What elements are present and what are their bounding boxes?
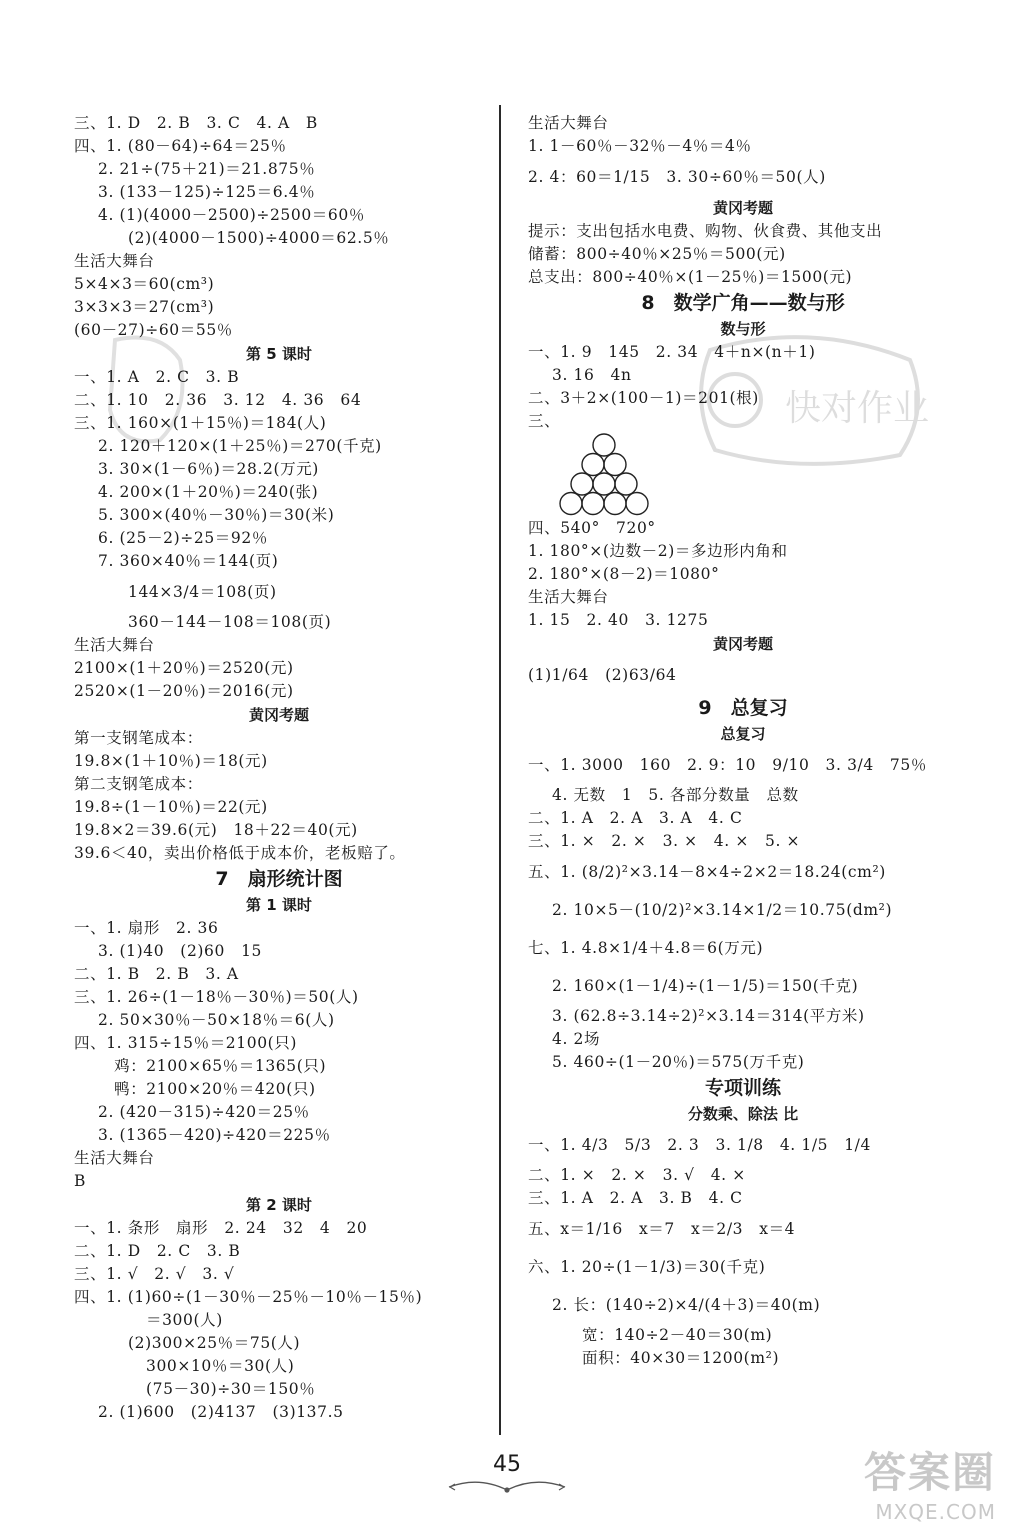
answer-line-28: 第二支钢笔成本： bbox=[74, 775, 203, 793]
answer-line-30: 2. 160×(1－1/4)÷(1－1/5)＝150(千克) bbox=[552, 977, 859, 995]
ball-circle bbox=[582, 454, 604, 476]
answer-line-33: 5. 460÷(1－20％)＝575(万千克) bbox=[552, 1053, 805, 1071]
answer-line-27: 五、1. (8/2)²×3.14－8×4÷2×2＝18.24(cm²) bbox=[528, 863, 886, 881]
page-number: 45 bbox=[493, 1452, 521, 1477]
answer-line-51: ＝300(人) bbox=[146, 1311, 223, 1329]
ball-circle bbox=[593, 434, 615, 456]
answer-line-42: 2. (420－315)÷420＝25％ bbox=[98, 1103, 310, 1121]
watermark-url: MXQE.COM bbox=[875, 1500, 996, 1524]
answer-line-42: 宽：140÷2－40＝30(m) bbox=[582, 1326, 773, 1344]
answer-line-26: 三、1. × 2. × 3. × 4. × 5. × bbox=[528, 832, 801, 850]
answer-line-43: 面积：40×30＝1200(m²) bbox=[582, 1349, 780, 1367]
answer-line-18: 1. 15 2. 40 3. 1275 bbox=[528, 611, 709, 629]
answer-line-7: 5×4×3＝60(cm³) bbox=[74, 275, 215, 293]
kuaidui-stamp-icon bbox=[690, 330, 930, 470]
answer-line-55: 2. (1)600 (2)4137 (3)137.5 bbox=[98, 1403, 344, 1421]
answer-line-28: 2. 10×5－(10/2)²×3.14×1/2＝10.75(dm²) bbox=[552, 901, 893, 919]
answer-line-23: 一、1. 3000 160 2. 9：10 9/10 3. 3/4 75％ bbox=[528, 756, 927, 774]
answer-line-41: 2. 长：(140÷2)×4/(4＋3)＝40(m) bbox=[552, 1296, 821, 1314]
answer-line-0: 三、1. D 2. B 3. C 4. A B bbox=[74, 114, 318, 132]
answer-line-21: 360－144－108＝108(页) bbox=[128, 613, 332, 631]
answer-line-24: 4. 无数 1 5. 各部分数量 总数 bbox=[552, 786, 799, 804]
answer-line-11: 二、3＋2×(100－1)＝201(根) bbox=[528, 389, 759, 407]
answer-line-25: 二、1. A 2. A 3. A 4. C bbox=[528, 809, 743, 827]
answer-line-10: 3. 16 4n bbox=[552, 366, 632, 384]
ball-circle bbox=[604, 454, 626, 476]
ball-triangle-icon bbox=[554, 433, 654, 517]
right-column bbox=[528, 112, 958, 1370]
answer-line-12: 二、1. 10 2. 36 3. 12 4. 36 64 bbox=[74, 391, 362, 409]
ball-circle bbox=[604, 493, 626, 515]
answer-line-15: 3. 30×(1－6％)＝28.2(万元) bbox=[98, 460, 319, 478]
answer-line-47: 一、1. 条形 扇形 2. 24 32 4 20 bbox=[74, 1219, 368, 1237]
section-heading: 第 1 课时 bbox=[246, 896, 312, 914]
ball-circle bbox=[571, 473, 593, 495]
answer-line-39: 四、1. 315÷15％＝2100(只) bbox=[74, 1034, 298, 1052]
answer-line-36: 一、1. 4/3 5/3 2. 3 3. 1/8 4. 1/5 1/4 bbox=[528, 1136, 871, 1154]
section-heading: 黄冈考题 bbox=[248, 706, 309, 724]
answer-line-50: 四、1. (1)60÷(1－30％－25％－10％－15％) bbox=[74, 1288, 423, 1306]
answer-line-53: 300×10％＝30(人) bbox=[146, 1357, 295, 1375]
answer-line-37: 二、1. × 2. × 3. √ 4. × bbox=[528, 1166, 746, 1184]
section-heading: 第 5 课时 bbox=[246, 345, 312, 363]
answer-line-40: 六、1. 20÷(1－1/3)＝30(千克) bbox=[528, 1258, 766, 1276]
section-heading: 数与形 bbox=[720, 320, 766, 338]
watermark-mark-icon bbox=[100, 330, 190, 450]
ball-circle bbox=[626, 493, 648, 515]
answer-line-39: 五、x＝1/16 x＝7 x＝2/3 x＝4 bbox=[528, 1220, 796, 1238]
answer-line-11: 一、1. A 2. C 3. B bbox=[74, 368, 240, 386]
answer-line-1: 四、1. (80－64)÷64＝25％ bbox=[74, 137, 287, 155]
column-divider bbox=[499, 105, 501, 1435]
answer-line-27: 19.8×(1＋10％)＝18(元) bbox=[74, 752, 268, 770]
answer-line-9: 一、1. 9 145 2. 34 4＋n×(n＋1) bbox=[528, 343, 816, 361]
answer-line-16: 4. 200×(1＋20％)＝240(张) bbox=[98, 483, 319, 501]
answer-line-14: 四、540° 720° bbox=[528, 519, 656, 537]
answer-line-45: B bbox=[74, 1172, 86, 1190]
answer-line-52: (2)300×25％＝75(人) bbox=[128, 1334, 301, 1352]
answer-line-5: (2)(4000－1500)÷4000＝62.5％ bbox=[128, 229, 390, 247]
answer-line-2: 2. 21÷(75＋21)＝21.875％ bbox=[98, 160, 316, 178]
answer-line-9: (60－27)÷60＝55％ bbox=[74, 321, 233, 339]
watermark bbox=[864, 1440, 996, 1524]
answer-line-54: (75－30)÷30＝150％ bbox=[146, 1380, 316, 1398]
answer-line-40: 鸡：2100×65％＝1365(只) bbox=[98, 1057, 327, 1075]
answer-line-24: 2520×(1－20％)＝2016(元) bbox=[74, 682, 294, 700]
answer-line-14: 2. 120＋120×(1＋25％)＝270(千克) bbox=[98, 437, 382, 455]
answer-line-36: 二、1. B 2. B 3. A bbox=[74, 965, 239, 983]
answer-line-12: 三、 bbox=[528, 412, 561, 430]
section-heading: 黄冈考题 bbox=[712, 635, 773, 653]
answer-line-19: 7. 360×40％＝144(页) bbox=[98, 552, 279, 570]
answer-line-43: 3. (1365－420)÷420＝225％ bbox=[98, 1126, 331, 1144]
ball-circle bbox=[593, 473, 615, 495]
answer-line-29: 七、1. 4.8×1/4＋4.8＝6(万元) bbox=[528, 939, 764, 957]
answer-line-16: 2. 180°×(8－2)＝1080° bbox=[528, 565, 720, 583]
ball-circle bbox=[560, 493, 582, 515]
chapter-title: 专项训练 bbox=[704, 1077, 781, 1099]
chapter-title: 9 总复习 bbox=[698, 697, 788, 719]
section-heading: 黄冈考题 bbox=[712, 199, 773, 217]
answer-line-15: 1. 180°×(边数－2)＝多边形内角和 bbox=[528, 542, 788, 560]
left-column bbox=[74, 112, 484, 1424]
answer-line-31: 3. (62.8÷3.14÷2)²×3.14＝314(平方米) bbox=[552, 1007, 865, 1025]
answer-line-4: 4. (1)(4000－2500)÷2500＝60％ bbox=[98, 206, 365, 224]
answer-line-1: 1. 1－60％－32％－4％＝4％ bbox=[528, 137, 752, 155]
answer-line-13: 三、1. 160×(1＋15％)＝184(人) bbox=[74, 414, 327, 432]
answer-line-4: 提示：支出包括水电费、购物、伙食费、其他支出 bbox=[528, 222, 883, 240]
answer-line-44: 生活大舞台 bbox=[74, 1149, 155, 1167]
answer-line-20: (1)1/64 (2)63/64 bbox=[528, 666, 677, 684]
answer-line-6: 总支出：800÷40％×(1－25％)＝1500(元) bbox=[528, 268, 853, 286]
ball-circle bbox=[582, 493, 604, 515]
answer-line-48: 二、1. D 2. C 3. B bbox=[74, 1242, 241, 1260]
answer-line-0: 生活大舞台 bbox=[528, 114, 609, 132]
answer-line-23: 2100×(1＋20％)＝2520(元) bbox=[74, 659, 294, 677]
chapter-title: 7 扇形统计图 bbox=[215, 868, 343, 890]
answer-line-3: 3. (133－125)÷125＝6.4％ bbox=[98, 183, 316, 201]
answer-line-26: 第一支钢笔成本： bbox=[74, 729, 203, 747]
watermark-title: 答案圈 bbox=[863, 1448, 996, 1497]
answer-line-41: 鸭：2100×20％＝420(只) bbox=[98, 1080, 316, 1098]
answer-line-49: 三、1. √ 2. √ 3. √ bbox=[74, 1265, 235, 1283]
answer-line-38: 三、1. A 2. A 3. B 4. C bbox=[528, 1189, 743, 1207]
answer-line-38: 2. 50×30％－50×18％＝6(人) bbox=[98, 1011, 335, 1029]
answer-line-32: 4. 2场 bbox=[552, 1030, 601, 1048]
chapter-title: 8 数学广角——数与形 bbox=[641, 292, 845, 314]
answer-line-2: 2. 4：60＝1/15 3. 30÷60％＝50(人) bbox=[528, 168, 826, 186]
answer-line-35: 3. (1)40 (2)60 15 bbox=[98, 942, 262, 960]
section-heading: 总复习 bbox=[720, 725, 766, 743]
answer-line-8: 3×3×3＝27(cm³) bbox=[74, 298, 215, 316]
answer-line-22: 生活大舞台 bbox=[74, 636, 155, 654]
answer-line-37: 三、1. 26÷(1－18％－30％)＝50(人) bbox=[74, 988, 359, 1006]
answer-line-18: 6. (25－2)÷25＝92％ bbox=[98, 529, 268, 547]
ball-circle bbox=[615, 473, 637, 495]
stamp-text: 快对作业 bbox=[785, 388, 930, 429]
answer-line-30: 19.8×2＝39.6(元) 18＋22＝40(元) bbox=[74, 821, 358, 839]
page-ornament-icon bbox=[445, 1478, 569, 1496]
section-heading: 分数乘、除法 比 bbox=[687, 1105, 799, 1123]
answer-line-29: 19.8÷(1－10％)＝22(元) bbox=[74, 798, 268, 816]
answer-line-17: 5. 300×(40％－30％)＝30(米) bbox=[98, 506, 335, 524]
answer-line-20: 144×3/4＝108(页) bbox=[128, 583, 277, 601]
answer-line-17: 生活大舞台 bbox=[528, 588, 609, 606]
answer-line-6: 生活大舞台 bbox=[74, 252, 155, 270]
section-heading: 第 2 课时 bbox=[246, 1196, 312, 1214]
answer-line-34: 一、1. 扇形 2. 36 bbox=[74, 919, 219, 937]
answer-line-5: 储蓄：800÷40％×25％＝500(元) bbox=[528, 245, 786, 263]
answer-line-31: 39.6＜40，卖出价格低于成本价，老板赔了。 bbox=[74, 844, 406, 862]
